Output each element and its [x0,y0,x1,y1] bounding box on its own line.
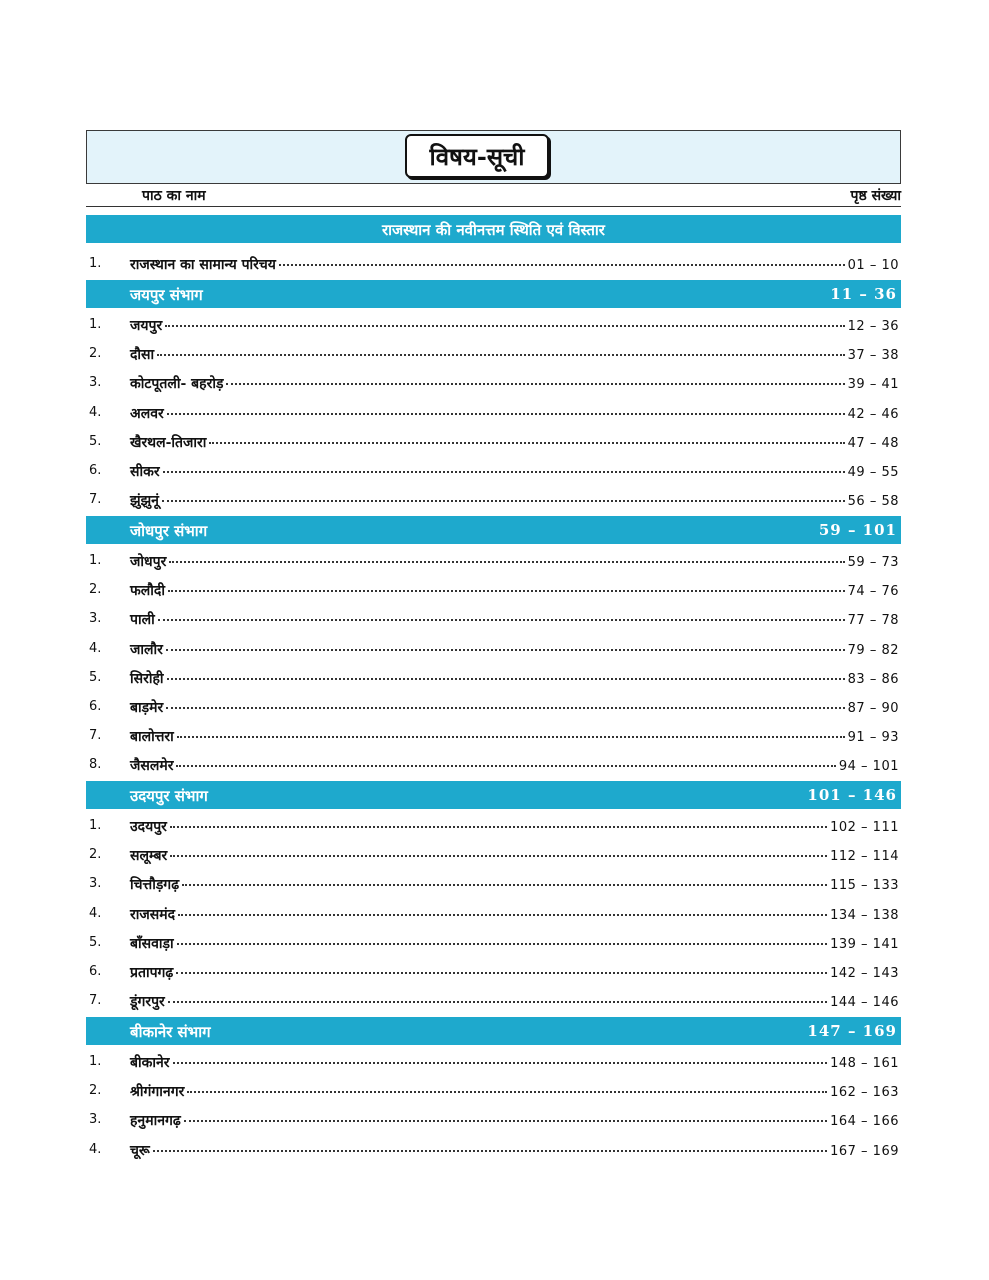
row-pages: 148 – 161 [830,1056,899,1071]
dot-leader [170,855,827,857]
section-bar-intro [86,215,901,243]
toc-row[interactable] [86,992,901,1012]
row-title: झुंझुनूं [130,493,159,509]
dot-leader [226,383,844,385]
toc-row[interactable] [86,905,901,925]
row-number: 3. [89,375,102,390]
dot-leader [163,471,845,473]
row-pages: 79 – 82 [847,643,899,658]
row-pages: 91 – 93 [847,730,899,745]
dot-leader [177,943,827,945]
row-title: अलवर [130,406,164,422]
row-pages: 115 – 133 [830,878,899,893]
row-number: 5. [89,670,102,685]
row-number: 1. [89,553,102,568]
row-number: 2. [89,346,102,361]
dot-leader [162,500,845,502]
row-pages: 47 – 48 [847,436,899,451]
section-pages: 101 – 146 [807,786,897,804]
toc-row[interactable] [86,875,901,895]
dot-leader [184,1120,827,1122]
row-title: सिरोही [130,671,164,687]
column-header-page: पृष्ठ संख्या [850,188,901,204]
toc-row[interactable] [86,581,901,601]
dot-leader [173,1062,828,1064]
row-pages: 56 – 58 [847,494,899,509]
row-title: खैरथल-तिजारा [130,435,207,451]
row-pages: 74 – 76 [847,584,899,599]
row-number: 6. [89,463,102,478]
row-number: 3. [89,1112,102,1127]
column-headers [86,184,901,207]
toc-row[interactable] [86,1111,901,1131]
row-title: जोधपुर [130,554,167,570]
row-title: फलौदी [130,583,165,599]
row-title: प्रतापगढ़ [130,965,174,981]
row-number: 4. [89,906,102,921]
row-pages: 59 – 73 [847,555,899,570]
row-title: दौसा [130,347,155,363]
row-title: बाड़मेर [130,700,164,716]
section-pages: 11 – 36 [830,285,897,303]
row-pages: 134 – 138 [830,908,899,923]
row-number: 7. [89,728,102,743]
row-pages: 167 – 169 [830,1144,899,1159]
row-number: 3. [89,876,102,891]
row-number: 1. [89,818,102,833]
dot-leader [167,413,845,415]
row-title: बीकानेर [130,1055,170,1071]
row-title: पाली [130,612,155,628]
row-title: सीकर [130,464,160,480]
toc-row[interactable] [86,345,901,365]
row-pages: 142 – 143 [830,966,899,981]
row-number: 2. [89,847,102,862]
toc-row[interactable] [86,404,901,424]
dot-leader [157,354,844,356]
column-header-chapter: पाठ का नाम [142,188,206,204]
dot-leader [182,884,827,886]
row-pages: 164 – 166 [830,1114,899,1129]
row-number: 7. [89,492,102,507]
row-title: हनुमानगढ़ [130,1113,181,1129]
row-title: डूंगरपुर [130,994,165,1010]
row-number: 5. [89,434,102,449]
dot-leader [279,264,845,266]
toc-row[interactable] [86,698,901,718]
toc-row[interactable] [86,552,901,572]
toc-row[interactable] [86,727,901,747]
toc-row[interactable] [86,817,901,837]
toc-row[interactable] [86,640,901,660]
row-title: कोटपूतली- बहरोड़ [130,376,224,392]
section-title: जयपुर संभाग [130,286,203,304]
row-title: राजसमंद [130,907,176,923]
dot-leader [165,325,844,327]
row-pages: 83 – 86 [847,672,899,687]
section-bar [86,280,901,308]
row-pages: 49 – 55 [847,465,899,480]
dot-leader [168,590,845,592]
row-title: चित्तौड़गढ़ [130,877,180,893]
toc-row[interactable] [86,1141,901,1161]
row-pages: 162 – 163 [830,1085,899,1100]
dot-leader [170,826,827,828]
section-bar [86,781,901,809]
dot-leader [166,649,845,651]
row-title: चूरू [130,1143,150,1159]
toc-row[interactable] [86,963,901,983]
row-pages: 102 – 111 [830,820,899,835]
row-pages: 144 – 146 [830,995,899,1010]
row-pages: 77 – 78 [847,613,899,628]
toc-row[interactable] [86,255,901,275]
section-bar [86,516,901,544]
row-pages: 139 – 141 [830,937,899,952]
toc-row[interactable] [86,316,901,336]
dot-leader [166,707,844,709]
dot-leader [153,1150,827,1152]
toc-row[interactable] [86,491,901,511]
section-bar [86,1017,901,1045]
row-number: 2. [89,1083,102,1098]
row-title: श्रीगंगानगर [130,1084,185,1100]
dot-leader [209,442,844,444]
section-title: जोधपुर संभाग [130,522,208,540]
dot-leader [167,678,845,680]
row-number: 1. [89,317,102,332]
row-pages: 37 – 38 [847,348,899,363]
dot-leader [168,1001,827,1003]
toc-row[interactable] [86,610,901,630]
row-title: जालौर [130,642,163,658]
dot-leader [187,1091,827,1093]
row-number: 3. [89,611,102,626]
dot-leader [176,972,827,974]
toc-row[interactable] [86,756,901,776]
dot-leader [158,619,845,621]
section-title: उदयपुर संभाग [130,787,208,805]
dot-leader [169,561,844,563]
row-number: 4. [89,1142,102,1157]
toc-header [86,130,901,207]
row-pages: 42 – 46 [847,407,899,422]
row-title: बालोत्तरा [130,729,174,745]
row-number: 1. [89,256,102,271]
row-number: 4. [89,641,102,656]
row-pages: 39 – 41 [847,377,899,392]
section-title: बीकानेर संभाग [130,1023,211,1041]
row-pages: 94 – 101 [838,759,899,774]
row-title: सलूम्बर [130,848,168,864]
row-title: बाँसवाड़ा [130,936,174,952]
section-title: राजस्थान की नवीनत्तम स्थिति एवं विस्तार [382,221,605,239]
page-title: विषय-सूची [405,134,549,178]
toc-row[interactable] [86,433,901,453]
toc-row[interactable] [86,462,901,482]
row-number: 5. [89,935,102,950]
row-pages: 112 – 114 [830,849,899,864]
dot-leader [177,736,845,738]
row-number: 2. [89,582,102,597]
row-number: 8. [89,757,102,772]
row-number: 4. [89,405,102,420]
row-title: उदयपुर [130,819,167,835]
row-number: 6. [89,699,102,714]
row-pages: 01 – 10 [847,258,899,273]
row-title: जैसलमेर [130,758,174,774]
toc-row[interactable] [86,1082,901,1102]
dot-leader [178,914,827,916]
dot-leader [176,765,835,767]
section-pages: 59 – 101 [818,521,897,539]
toc-row[interactable] [86,1053,901,1073]
section-pages: 147 – 169 [807,1022,897,1040]
row-pages: 12 – 36 [847,319,899,334]
row-title: जयपुर [130,318,163,334]
toc-row[interactable] [86,669,901,689]
row-pages: 87 – 90 [847,701,899,716]
title-band [86,130,901,184]
toc-row[interactable] [86,374,901,394]
row-number: 7. [89,993,102,1008]
row-number: 6. [89,964,102,979]
row-title: राजस्थान का सामान्य परिचय [130,257,276,273]
row-number: 1. [89,1054,102,1069]
toc-row[interactable] [86,846,901,866]
toc-row[interactable] [86,934,901,954]
